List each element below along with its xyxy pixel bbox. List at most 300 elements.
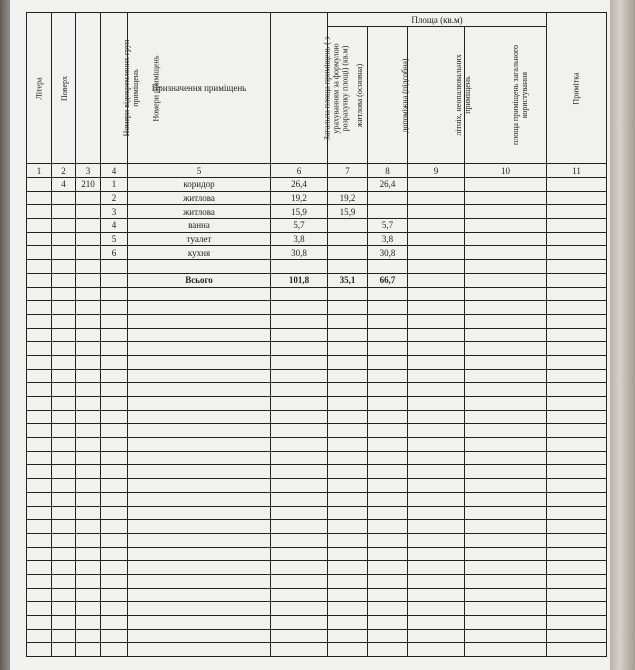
empty-table-row xyxy=(27,424,607,438)
empty-cell xyxy=(101,643,128,657)
empty-cell xyxy=(52,424,76,438)
summer-area-cell xyxy=(408,219,465,233)
empty-cell xyxy=(76,260,101,274)
floor-cell: 4 xyxy=(52,178,76,192)
empty-cell xyxy=(27,451,52,465)
empty-cell xyxy=(465,301,547,315)
empty-cell xyxy=(76,588,101,602)
empty-cell xyxy=(271,574,328,588)
table-row xyxy=(27,178,607,192)
empty-cell xyxy=(76,438,101,452)
empty-cell xyxy=(101,451,128,465)
empty-cell xyxy=(76,314,101,328)
empty-cell xyxy=(128,342,271,356)
empty-cell xyxy=(128,465,271,479)
empty-cell xyxy=(271,410,328,424)
empty-table-row xyxy=(27,314,607,328)
aux-area-cell xyxy=(368,191,408,205)
empty-cell xyxy=(547,506,607,520)
empty-cell xyxy=(547,424,607,438)
empty-table-row xyxy=(27,629,607,643)
empty-cell xyxy=(128,328,271,342)
empty-cell xyxy=(368,383,408,397)
total-label: Всього xyxy=(128,273,271,287)
empty-cell xyxy=(271,520,328,534)
empty-cell xyxy=(328,616,368,630)
empty-cell xyxy=(271,561,328,575)
empty-cell xyxy=(465,397,547,411)
empty-cell xyxy=(128,397,271,411)
table-row xyxy=(27,232,607,246)
total-area-cell: 30,8 xyxy=(271,246,328,260)
empty-cell xyxy=(547,301,607,315)
col-number: 10 xyxy=(465,164,547,178)
purpose-cell: кухня xyxy=(128,246,271,260)
empty-table-row xyxy=(27,438,607,452)
empty-cell xyxy=(101,520,128,534)
empty-cell xyxy=(101,602,128,616)
empty-cell xyxy=(76,643,101,657)
empty-cell xyxy=(408,602,465,616)
empty-cell xyxy=(76,561,101,575)
empty-cell xyxy=(408,328,465,342)
empty-cell xyxy=(27,260,52,274)
col-header-room: Номери приміщень xyxy=(101,13,128,164)
empty-cell xyxy=(547,574,607,588)
empty-cell xyxy=(128,260,271,274)
empty-cell xyxy=(128,616,271,630)
empty-cell xyxy=(328,574,368,588)
empty-cell xyxy=(27,438,52,452)
empty-cell xyxy=(27,616,52,630)
empty-table-row xyxy=(27,260,607,274)
empty-cell xyxy=(408,397,465,411)
empty-cell xyxy=(76,520,101,534)
empty-cell xyxy=(271,260,328,274)
group-cell xyxy=(76,191,101,205)
empty-table-row xyxy=(27,479,607,493)
empty-cell xyxy=(27,424,52,438)
litera-cell xyxy=(27,178,52,192)
summer-area-cell xyxy=(408,232,465,246)
empty-table-row xyxy=(27,533,607,547)
empty-cell xyxy=(547,342,607,356)
note-cell xyxy=(547,246,607,260)
common-area-cell xyxy=(465,178,547,192)
empty-cell xyxy=(328,369,368,383)
empty-cell xyxy=(271,533,328,547)
floor-cell xyxy=(52,232,76,246)
empty-cell xyxy=(101,533,128,547)
empty-cell xyxy=(52,355,76,369)
empty-cell xyxy=(271,301,328,315)
empty-cell xyxy=(271,492,328,506)
empty-cell xyxy=(52,643,76,657)
empty-cell xyxy=(368,533,408,547)
empty-table-row xyxy=(27,342,607,356)
empty-cell xyxy=(465,438,547,452)
purpose-cell: житлова xyxy=(128,191,271,205)
empty-cell xyxy=(465,383,547,397)
empty-cell xyxy=(101,561,128,575)
empty-cell xyxy=(27,301,52,315)
empty-cell xyxy=(101,506,128,520)
col-header-summer: літніх, неопалювальних приміщень xyxy=(408,27,465,164)
empty-cell xyxy=(408,520,465,534)
empty-cell xyxy=(465,342,547,356)
empty-cell xyxy=(547,547,607,561)
note-cell xyxy=(547,178,607,192)
empty-cell xyxy=(465,451,547,465)
empty-cell xyxy=(101,355,128,369)
empty-cell xyxy=(27,273,52,287)
empty-cell xyxy=(408,383,465,397)
empty-cell xyxy=(52,547,76,561)
empty-table-row xyxy=(27,355,607,369)
empty-cell xyxy=(27,520,52,534)
empty-cell xyxy=(328,438,368,452)
empty-cell xyxy=(408,287,465,301)
empty-cell xyxy=(547,533,607,547)
col-number: 7 xyxy=(328,164,368,178)
empty-cell xyxy=(128,451,271,465)
table-row xyxy=(27,205,607,219)
empty-table-row xyxy=(27,369,607,383)
common-area-cell xyxy=(465,219,547,233)
col-header-common: площа приміщень загального користування xyxy=(465,27,547,164)
empty-cell xyxy=(101,574,128,588)
empty-cell xyxy=(408,629,465,643)
empty-cell xyxy=(101,410,128,424)
empty-cell xyxy=(328,588,368,602)
empty-cell xyxy=(547,629,607,643)
empty-cell xyxy=(128,643,271,657)
empty-cell xyxy=(368,397,408,411)
empty-cell xyxy=(271,438,328,452)
empty-table-row xyxy=(27,547,607,561)
empty-cell xyxy=(328,314,368,328)
empty-cell xyxy=(465,479,547,493)
empty-cell xyxy=(328,355,368,369)
empty-table-row xyxy=(27,301,607,315)
group-cell: 210 xyxy=(76,178,101,192)
empty-cell xyxy=(328,643,368,657)
summer-area-cell xyxy=(408,178,465,192)
table-row xyxy=(27,191,607,205)
litera-cell xyxy=(27,219,52,233)
empty-cell xyxy=(128,479,271,493)
col-number: 11 xyxy=(547,164,607,178)
col-number: 2 xyxy=(52,164,76,178)
empty-cell xyxy=(27,561,52,575)
empty-cell xyxy=(368,492,408,506)
aux-area-cell: 30,8 xyxy=(368,246,408,260)
empty-cell xyxy=(465,643,547,657)
total-area-cell: 15,9 xyxy=(271,205,328,219)
empty-cell xyxy=(27,506,52,520)
empty-cell xyxy=(52,506,76,520)
empty-cell xyxy=(328,492,368,506)
empty-cell xyxy=(52,328,76,342)
empty-cell xyxy=(76,383,101,397)
empty-cell xyxy=(128,314,271,328)
empty-cell xyxy=(27,465,52,479)
empty-cell xyxy=(547,465,607,479)
main-area-cell xyxy=(328,246,368,260)
empty-cell xyxy=(52,260,76,274)
empty-table-row xyxy=(27,328,607,342)
empty-cell xyxy=(465,574,547,588)
empty-cell xyxy=(76,479,101,493)
empty-cell xyxy=(101,465,128,479)
empty-cell xyxy=(128,492,271,506)
purpose-cell: ванна xyxy=(128,219,271,233)
empty-cell xyxy=(547,588,607,602)
empty-cell xyxy=(368,314,408,328)
empty-cell xyxy=(408,492,465,506)
empty-cell xyxy=(27,492,52,506)
empty-cell xyxy=(328,520,368,534)
empty-cell xyxy=(128,506,271,520)
main-area-cell: 19,2 xyxy=(328,191,368,205)
empty-table-row xyxy=(27,588,607,602)
empty-cell xyxy=(52,479,76,493)
empty-cell xyxy=(328,410,368,424)
empty-cell xyxy=(101,301,128,315)
empty-cell xyxy=(328,328,368,342)
common-area-cell xyxy=(465,232,547,246)
note-cell xyxy=(547,219,607,233)
empty-cell xyxy=(271,383,328,397)
empty-cell xyxy=(271,397,328,411)
empty-cell xyxy=(271,328,328,342)
empty-table-row xyxy=(27,451,607,465)
empty-table-row xyxy=(27,602,607,616)
aux-area-cell: 3,8 xyxy=(368,232,408,246)
empty-cell xyxy=(465,520,547,534)
empty-cell xyxy=(547,561,607,575)
empty-cell xyxy=(547,438,607,452)
common-area-cell xyxy=(465,246,547,260)
column-number-row xyxy=(27,164,607,178)
empty-cell xyxy=(465,260,547,274)
empty-cell xyxy=(27,328,52,342)
empty-cell xyxy=(271,602,328,616)
col-header-main: житлова (основна) xyxy=(328,27,368,164)
empty-cell xyxy=(547,273,607,287)
empty-cell xyxy=(465,602,547,616)
empty-cell xyxy=(52,574,76,588)
note-cell xyxy=(547,191,607,205)
empty-cell xyxy=(408,479,465,493)
empty-cell xyxy=(101,397,128,411)
empty-cell xyxy=(271,479,328,493)
empty-cell xyxy=(328,533,368,547)
floor-cell xyxy=(52,219,76,233)
room-number-cell: 3 xyxy=(101,205,128,219)
empty-cell xyxy=(128,301,271,315)
empty-cell xyxy=(408,273,465,287)
empty-cell xyxy=(271,424,328,438)
empty-cell xyxy=(547,287,607,301)
empty-cell xyxy=(76,355,101,369)
empty-cell xyxy=(76,602,101,616)
empty-cell xyxy=(101,424,128,438)
empty-cell xyxy=(547,397,607,411)
empty-cell xyxy=(408,643,465,657)
empty-cell xyxy=(408,260,465,274)
empty-cell xyxy=(27,588,52,602)
empty-cell xyxy=(27,410,52,424)
empty-cell xyxy=(408,314,465,328)
litera-cell xyxy=(27,205,52,219)
empty-cell xyxy=(27,383,52,397)
empty-table-row xyxy=(27,574,607,588)
empty-cell xyxy=(52,520,76,534)
summer-area-cell xyxy=(408,191,465,205)
empty-cell xyxy=(465,547,547,561)
empty-cell xyxy=(368,506,408,520)
empty-cell xyxy=(52,287,76,301)
empty-cell xyxy=(465,465,547,479)
empty-cell xyxy=(76,506,101,520)
empty-cell xyxy=(465,273,547,287)
empty-cell xyxy=(271,314,328,328)
empty-cell xyxy=(76,629,101,643)
empty-cell xyxy=(101,547,128,561)
group-cell xyxy=(76,232,101,246)
empty-cell xyxy=(101,383,128,397)
empty-cell xyxy=(52,369,76,383)
empty-cell xyxy=(101,314,128,328)
empty-cell xyxy=(328,424,368,438)
empty-cell xyxy=(328,479,368,493)
empty-cell xyxy=(547,616,607,630)
group-cell xyxy=(76,219,101,233)
empty-cell xyxy=(27,355,52,369)
empty-table-row xyxy=(27,383,607,397)
empty-cell xyxy=(368,451,408,465)
floor-cell xyxy=(52,205,76,219)
empty-cell xyxy=(52,397,76,411)
empty-cell xyxy=(465,533,547,547)
empty-cell xyxy=(465,616,547,630)
empty-cell xyxy=(547,355,607,369)
empty-cell xyxy=(547,643,607,657)
empty-cell xyxy=(368,602,408,616)
empty-cell xyxy=(76,451,101,465)
empty-cell xyxy=(101,438,128,452)
empty-cell xyxy=(271,287,328,301)
empty-table-row xyxy=(27,397,607,411)
empty-cell xyxy=(101,342,128,356)
room-number-cell: 5 xyxy=(101,232,128,246)
empty-cell xyxy=(101,328,128,342)
empty-cell xyxy=(408,465,465,479)
empty-cell xyxy=(52,602,76,616)
empty-cell xyxy=(101,287,128,301)
empty-cell xyxy=(368,438,408,452)
empty-cell xyxy=(408,533,465,547)
empty-cell xyxy=(52,588,76,602)
empty-cell xyxy=(128,547,271,561)
empty-cell xyxy=(271,629,328,643)
col-number: 4 xyxy=(101,164,128,178)
note-cell xyxy=(547,205,607,219)
col-number: 5 xyxy=(128,164,271,178)
empty-cell xyxy=(368,424,408,438)
empty-cell xyxy=(368,643,408,657)
empty-cell xyxy=(76,424,101,438)
empty-cell xyxy=(128,410,271,424)
main-area-cell xyxy=(328,232,368,246)
floor-cell xyxy=(52,191,76,205)
empty-cell xyxy=(465,506,547,520)
empty-cell xyxy=(27,287,52,301)
empty-cell xyxy=(101,273,128,287)
empty-cell xyxy=(101,616,128,630)
empty-cell xyxy=(76,328,101,342)
room-number-cell: 2 xyxy=(101,191,128,205)
empty-cell xyxy=(76,574,101,588)
empty-cell xyxy=(76,533,101,547)
empty-cell xyxy=(128,355,271,369)
empty-table-row xyxy=(27,410,607,424)
empty-cell xyxy=(76,301,101,315)
empty-cell xyxy=(328,342,368,356)
main-area-cell: 15,9 xyxy=(328,205,368,219)
table-row xyxy=(27,219,607,233)
empty-cell xyxy=(27,602,52,616)
empty-cell xyxy=(128,424,271,438)
col-header-litera: Літера xyxy=(27,13,52,164)
empty-cell xyxy=(547,369,607,383)
litera-cell xyxy=(27,246,52,260)
empty-cell xyxy=(27,629,52,643)
empty-cell xyxy=(128,383,271,397)
col-header-floor: Поверх xyxy=(52,13,76,164)
empty-cell xyxy=(328,547,368,561)
litera-cell xyxy=(27,232,52,246)
total-area-cell: 19,2 xyxy=(271,191,328,205)
empty-cell xyxy=(547,451,607,465)
room-number-cell: 1 xyxy=(101,178,128,192)
room-number-cell: 4 xyxy=(101,219,128,233)
empty-cell xyxy=(27,397,52,411)
aux-area-cell: 66,7 xyxy=(368,273,408,287)
empty-cell xyxy=(465,314,547,328)
empty-cell xyxy=(27,574,52,588)
empty-cell xyxy=(328,383,368,397)
empty-table-row xyxy=(27,520,607,534)
empty-cell xyxy=(368,287,408,301)
empty-cell xyxy=(465,588,547,602)
empty-cell xyxy=(128,438,271,452)
empty-cell xyxy=(368,520,408,534)
empty-cell xyxy=(52,533,76,547)
empty-cell xyxy=(271,506,328,520)
empty-cell xyxy=(271,355,328,369)
empty-cell xyxy=(101,479,128,493)
empty-cell xyxy=(465,492,547,506)
purpose-cell: коридор xyxy=(128,178,271,192)
total-area-cell: 3,8 xyxy=(271,232,328,246)
col-number: 8 xyxy=(368,164,408,178)
empty-cell xyxy=(27,342,52,356)
empty-cell xyxy=(52,438,76,452)
empty-cell xyxy=(328,465,368,479)
empty-cell xyxy=(408,342,465,356)
